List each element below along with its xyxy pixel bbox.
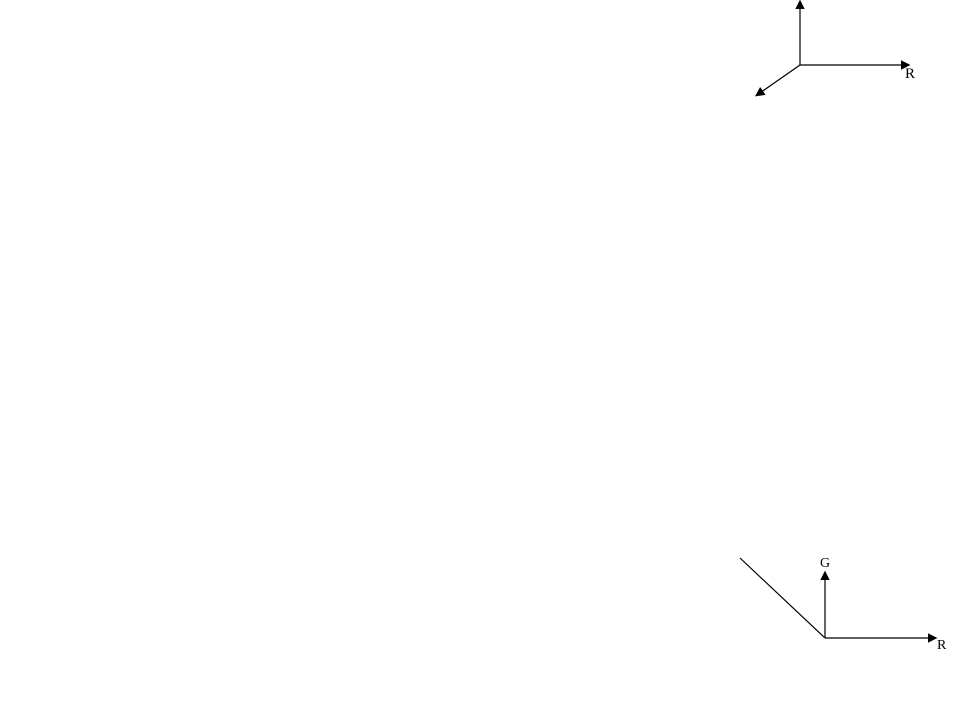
depth-axis (740, 558, 825, 638)
g-axis-label: G (820, 556, 831, 571)
r-axis-label: R (937, 638, 947, 653)
depth-axis (757, 65, 800, 95)
multi-coordinate-band-diagram (735, 553, 960, 720)
coordinate-box-diagram (745, 0, 960, 135)
r-axis-label: R (905, 66, 916, 82)
